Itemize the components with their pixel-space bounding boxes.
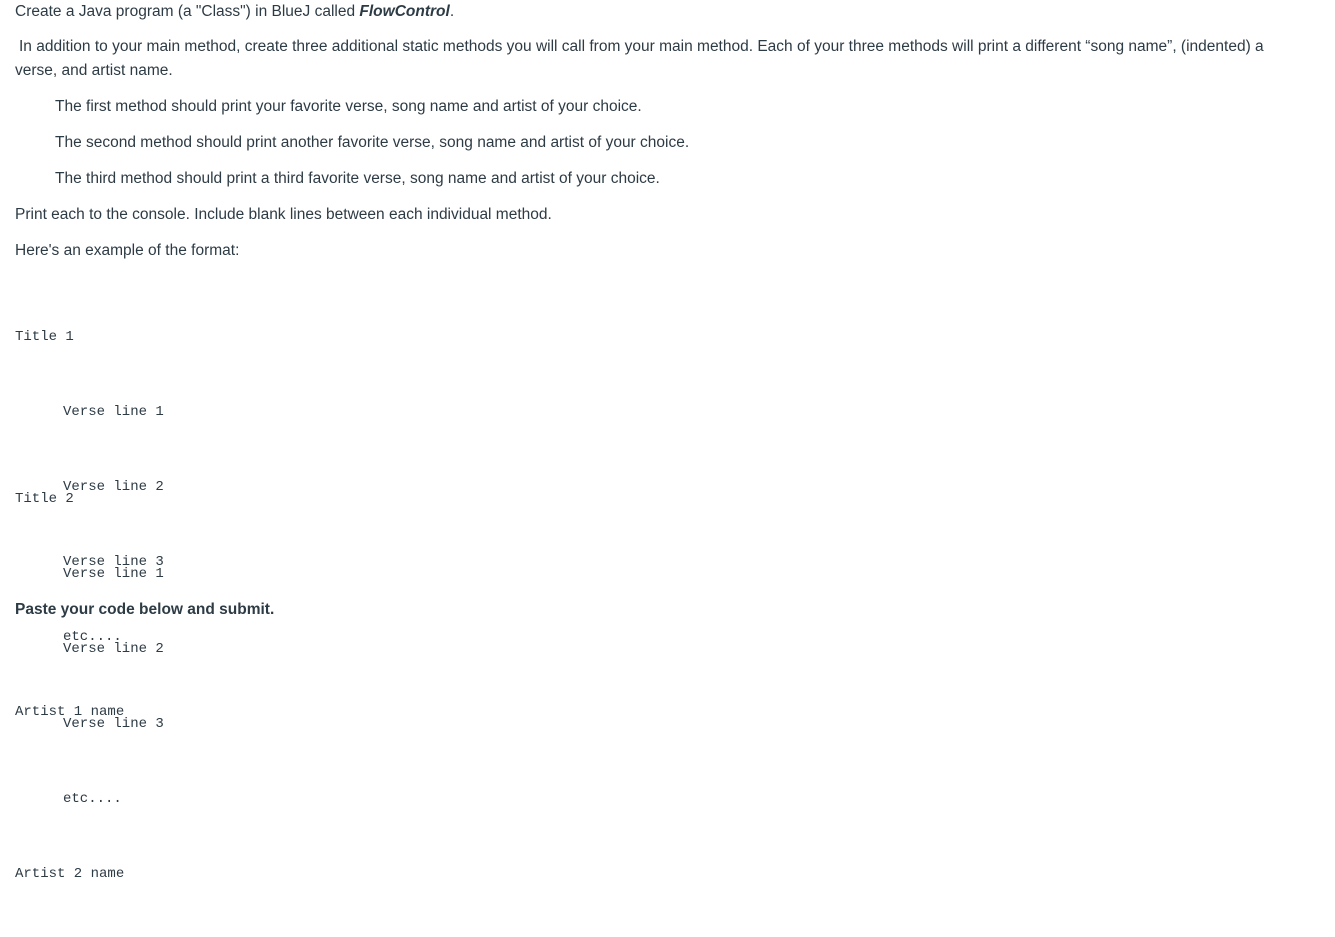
print-instruction: Print each to the console. Include blank lines between each individual method. — [15, 206, 552, 223]
example-intro: Here's an example of the format: — [15, 242, 240, 259]
example-verse-etc: etc.... — [63, 629, 122, 645]
intro-paragraph — [15, 35, 1311, 83]
example-verse-line: Verse line 2 — [63, 479, 164, 495]
example-verse-line: Verse line 1 — [63, 404, 164, 420]
example-artist: Artist 2 name — [15, 866, 125, 882]
example-verse-line: Verse line 3 — [63, 554, 164, 570]
second-method-instruction: The second method should print another favorite verse, song name and artist of your choice. — [55, 134, 690, 151]
example-artist: Artist 1 name — [15, 704, 125, 720]
intro-line-1: In addition to your main method, create three additional static methods you will call from your main method. Each of your three methods will print a different “song name”, (indented) a — [19, 38, 1264, 55]
example-verse-line: Verse line 1 — [63, 566, 164, 582]
assignment-title — [15, 0, 454, 24]
example-title: Title 1 — [15, 329, 74, 345]
example-title: Title 2 — [15, 491, 74, 507]
first-method-instruction: The first method should print your favorite verse, song name and artist of your choice. — [55, 98, 642, 115]
paste-instruction: Paste your code below and submit. — [15, 601, 275, 618]
title-prefix: Create a Java program (a "Class") in BlueJ called — [15, 3, 360, 20]
intro-line-2: verse, and artist name. — [15, 62, 173, 79]
example-verse-line: Verse line 3 — [63, 716, 164, 732]
example-block-2 — [15, 437, 164, 937]
title-suffix: . — [449, 3, 455, 20]
example-verse-line: Verse line 2 — [63, 641, 164, 657]
example-verse-etc: etc.... — [63, 791, 122, 807]
class-name: FlowControl — [359, 3, 450, 20]
third-method-instruction: The third method should print a third favorite verse, song name and artist of your choice. — [55, 170, 660, 187]
